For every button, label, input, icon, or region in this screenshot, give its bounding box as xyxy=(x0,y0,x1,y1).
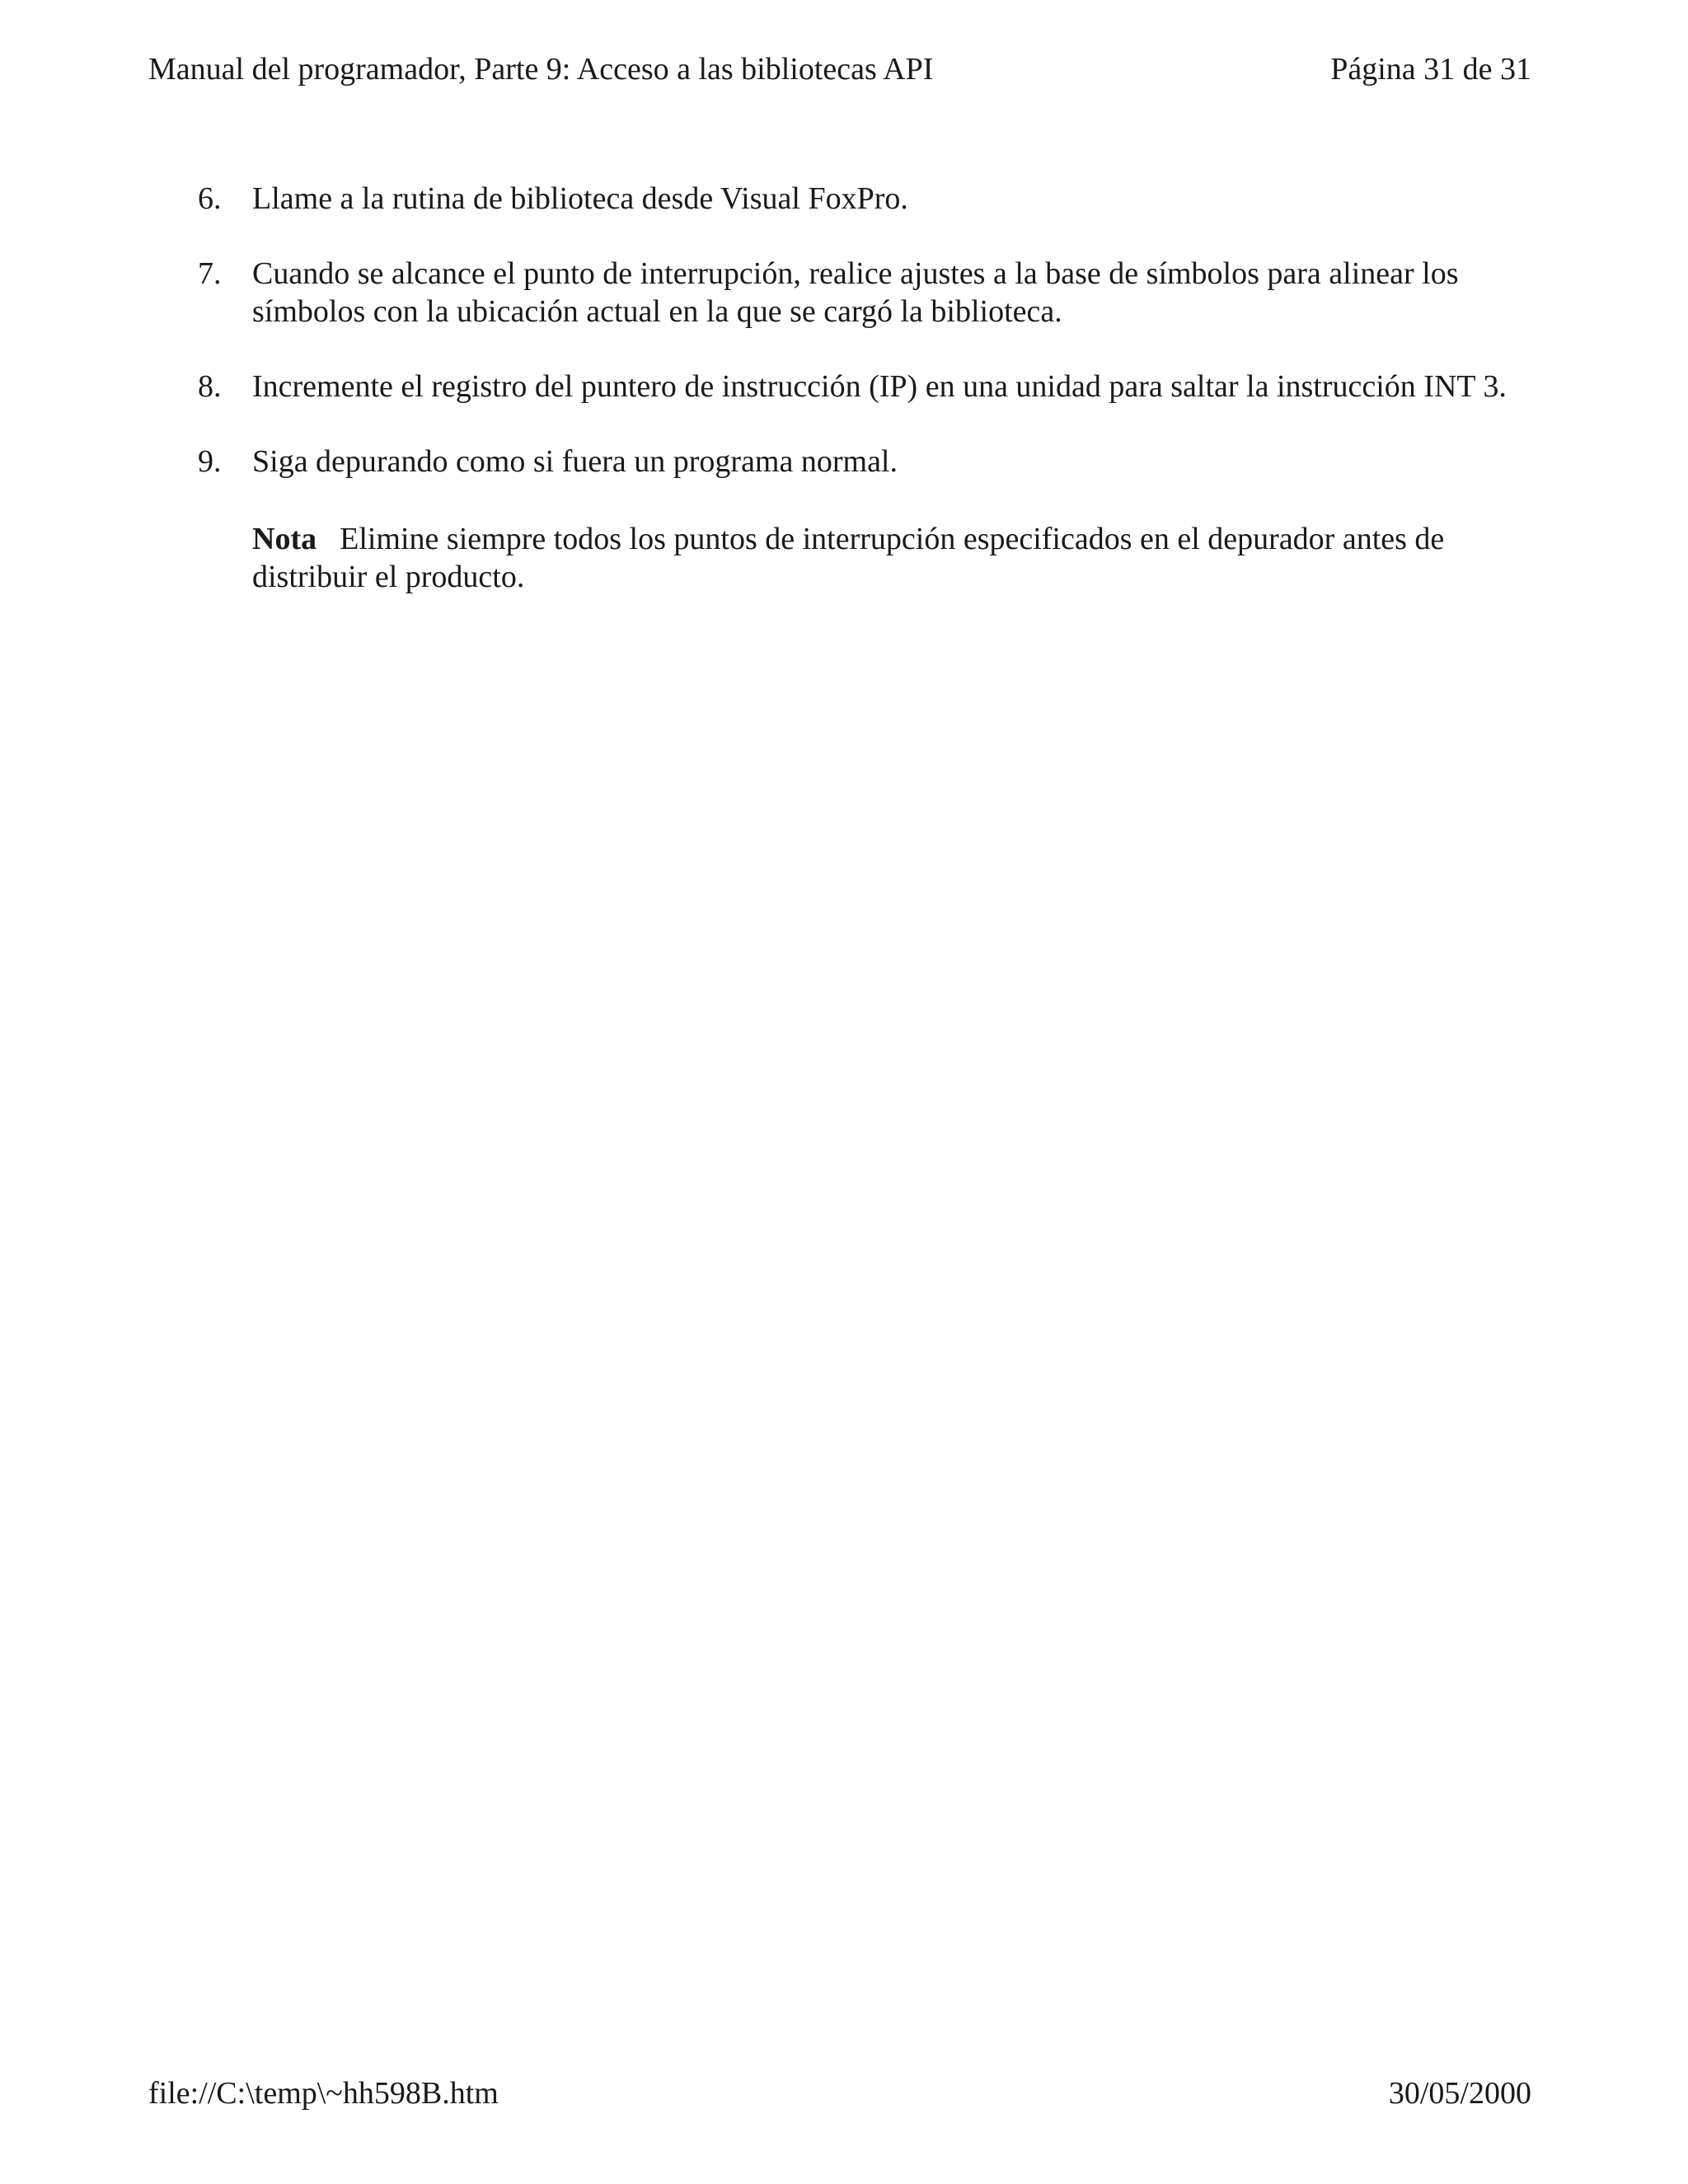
step-text: Cuando se alcance el punto de interrupción, realice ajustes a la base de símbolos para alinear los símbolos con la ubicación actual en la que se cargó la biblioteca. xyxy=(252,256,1459,329)
page-number: Página 31 de 31 xyxy=(1330,52,1531,87)
step-text: Incremente el registro del puntero de instrucción (IP) en una unidad para saltar la instrucción INT 3. xyxy=(252,369,1507,404)
list-item-step-8 xyxy=(198,368,1517,405)
step-number: 9. xyxy=(198,444,222,479)
step-number: 7. xyxy=(198,256,222,291)
step-number: 6. xyxy=(198,181,222,216)
note-paragraph xyxy=(198,520,1517,596)
list-item-step-7 xyxy=(198,255,1517,330)
list-item-step-6 xyxy=(198,180,1517,218)
list-item-step-9 xyxy=(198,443,1517,480)
file-url: file://C:\temp\~hh598B.htm xyxy=(148,2076,499,2111)
note-text: Elimine siempre todos los puntos de interrupción especificados en el depurador antes de distribuir el producto. xyxy=(252,522,1445,594)
step-text: Siga depurando como si fuera un programa normal. xyxy=(252,444,898,479)
document-body xyxy=(198,180,1517,596)
note-label: Nota xyxy=(252,522,317,556)
step-number: 8. xyxy=(198,369,222,404)
print-date: 30/05/2000 xyxy=(1388,2076,1531,2111)
page-footer xyxy=(148,2070,1531,2116)
step-text: Llame a la rutina de biblioteca desde Visual FoxPro. xyxy=(252,181,908,216)
document-title: Manual del programador, Parte 9: Acceso a las bibliotecas API xyxy=(148,52,934,87)
page-header xyxy=(148,46,1531,92)
